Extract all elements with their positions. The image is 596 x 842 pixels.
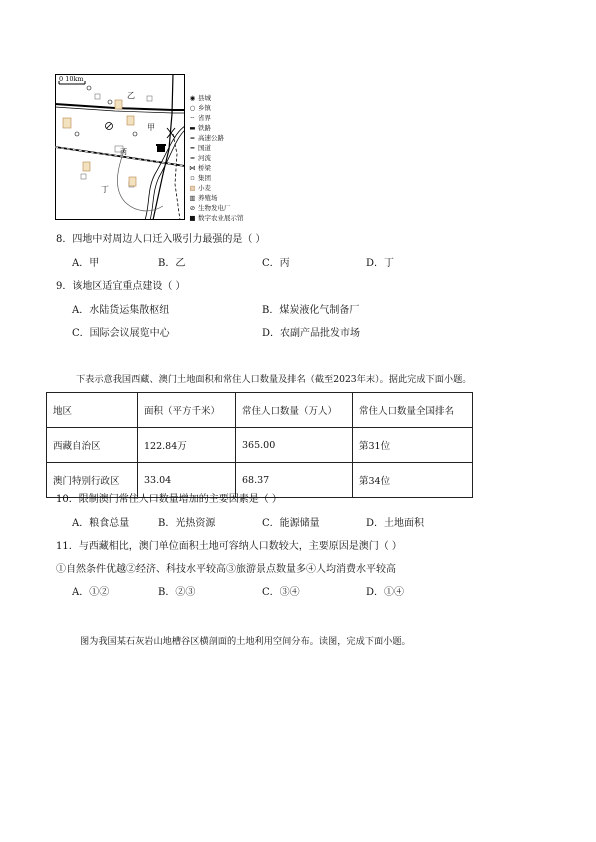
legend-item-orchard: ▥ 养殖场 <box>187 194 218 202</box>
village-icon: ▫ <box>190 174 195 182</box>
q11-option-d[interactable]: D．①④ <box>366 587 405 598</box>
agri-park-icon: ■ <box>189 214 196 222</box>
legend-item-national-road: ━ 国道 <box>187 144 211 152</box>
q10-stem: 10．限制澳门常住人口数量增加的主要因素是（ ） <box>56 494 282 505</box>
county-seat-icon: ◉ <box>189 94 196 102</box>
table-row <box>47 428 473 463</box>
power-plant-icon: ⊘ <box>189 204 196 212</box>
township-icon: ○ <box>189 104 196 112</box>
orchard-icon: ▥ <box>189 194 196 202</box>
q10-option-d[interactable]: D．土地面积 <box>366 518 425 529</box>
q9-option-c[interactable]: C．国际会议展览中心 <box>72 328 170 339</box>
table-intro: 下表示意我国西藏、澳门土地面积和常住人口数量及排名（截至2023年末）。据此完成下面小题。 <box>76 374 472 385</box>
q8-option-c[interactable]: C．丙 <box>262 258 290 269</box>
expressway-icon: ═ <box>190 134 195 142</box>
place-label-ding: 丁 <box>101 185 109 194</box>
bridge-icon: ⋈ <box>189 164 196 172</box>
q11-option-c[interactable]: C．③④ <box>262 587 300 598</box>
data-table <box>46 392 473 498</box>
table-header: 常住人口数量全国排名 <box>353 393 473 428</box>
closing-intro: 图为我国某石灰岩山地槽谷区横剖面的土地利用空间分布。读图，完成下面小题。 <box>80 636 411 647</box>
q9-option-a[interactable]: A．水陆货运集散枢纽 <box>72 305 170 316</box>
legend-item-county: ◉ 县城 <box>187 94 211 102</box>
q8-stem: 8．四地中对周边人口迁入吸引力最强的是（ ） <box>56 234 266 245</box>
legend-item-township: ○ 乡镇 <box>187 104 211 112</box>
q10-option-b[interactable]: B．光热资源 <box>158 518 216 529</box>
table-cell: 33.04 <box>138 463 236 498</box>
legend-item-agri-park: ■ 数字农业展示馆 <box>187 214 244 222</box>
boundary-icon: ╌ <box>190 114 195 122</box>
q11-option-a[interactable]: A．①② <box>72 587 110 598</box>
table-header: 常住人口数量（万人） <box>236 393 353 428</box>
map-scale: 0 10km <box>59 75 84 83</box>
q10-option-a[interactable]: A．粮食总量 <box>72 518 130 529</box>
wheat-icon: ▧ <box>189 184 196 192</box>
legend-item-wheat: ▧ 小麦 <box>187 184 211 192</box>
place-label-jia: 甲 <box>147 123 155 132</box>
q9-option-b[interactable]: B．煤炭液化气制备厂 <box>262 305 360 316</box>
place-label-bing: 丙 <box>120 148 127 156</box>
legend-item-railway: ▬ 铁路 <box>187 124 211 132</box>
q8-option-a[interactable]: A．甲 <box>72 258 100 269</box>
table-cell: 西藏自治区 <box>47 428 138 463</box>
map-figure <box>55 74 185 220</box>
legend-item-power-plant: ⊘ 生物发电厂 <box>187 204 231 212</box>
q11-option-b[interactable]: B．②③ <box>158 587 196 598</box>
q10-option-c[interactable]: C．能源储量 <box>262 518 320 529</box>
table-cell: 68.37 <box>236 463 353 498</box>
q9-stem: 9．该地区适宜重点建设（ ） <box>56 281 186 292</box>
legend-item-village: ▫ 集团 <box>187 174 211 182</box>
q8-option-d[interactable]: D．丁 <box>366 258 395 269</box>
table-header-row <box>47 393 473 428</box>
legend-item-expressway: ═ 高速公路 <box>187 134 224 142</box>
place-label-yi: 乙 <box>127 91 135 100</box>
table-cell: 第31位 <box>353 428 473 463</box>
table-cell: 第34位 <box>353 463 473 498</box>
legend-item-boundary: ╌ 省界 <box>187 114 211 122</box>
legend-item-river: ≈ 河流 <box>187 154 211 162</box>
q8-option-b[interactable]: B．乙 <box>158 258 186 269</box>
railway-icon: ▬ <box>189 124 196 132</box>
table-cell: 122.84万 <box>138 428 236 463</box>
q11-statements: ①自然条件优越②经济、科技水平较高③旅游景点数量多④人均消费水平较高 <box>56 564 396 575</box>
table-header: 地区 <box>47 393 138 428</box>
table-cell: 澳门特别行政区 <box>47 463 138 498</box>
national-road-icon: ━ <box>190 144 195 152</box>
table-cell: 365.00 <box>236 428 353 463</box>
table-header: 面积（平方千米） <box>138 393 236 428</box>
table-row <box>47 463 473 498</box>
q9-option-d[interactable]: D．农副产品批发市场 <box>262 328 361 339</box>
legend-item-bridge: ⋈ 桥梁 <box>187 164 211 172</box>
q11-stem: 11．与西藏相比，澳门单位面积土地可容纳人口数较大，主要原因是澳门（ ） <box>56 541 402 552</box>
river-icon: ≈ <box>189 154 196 162</box>
